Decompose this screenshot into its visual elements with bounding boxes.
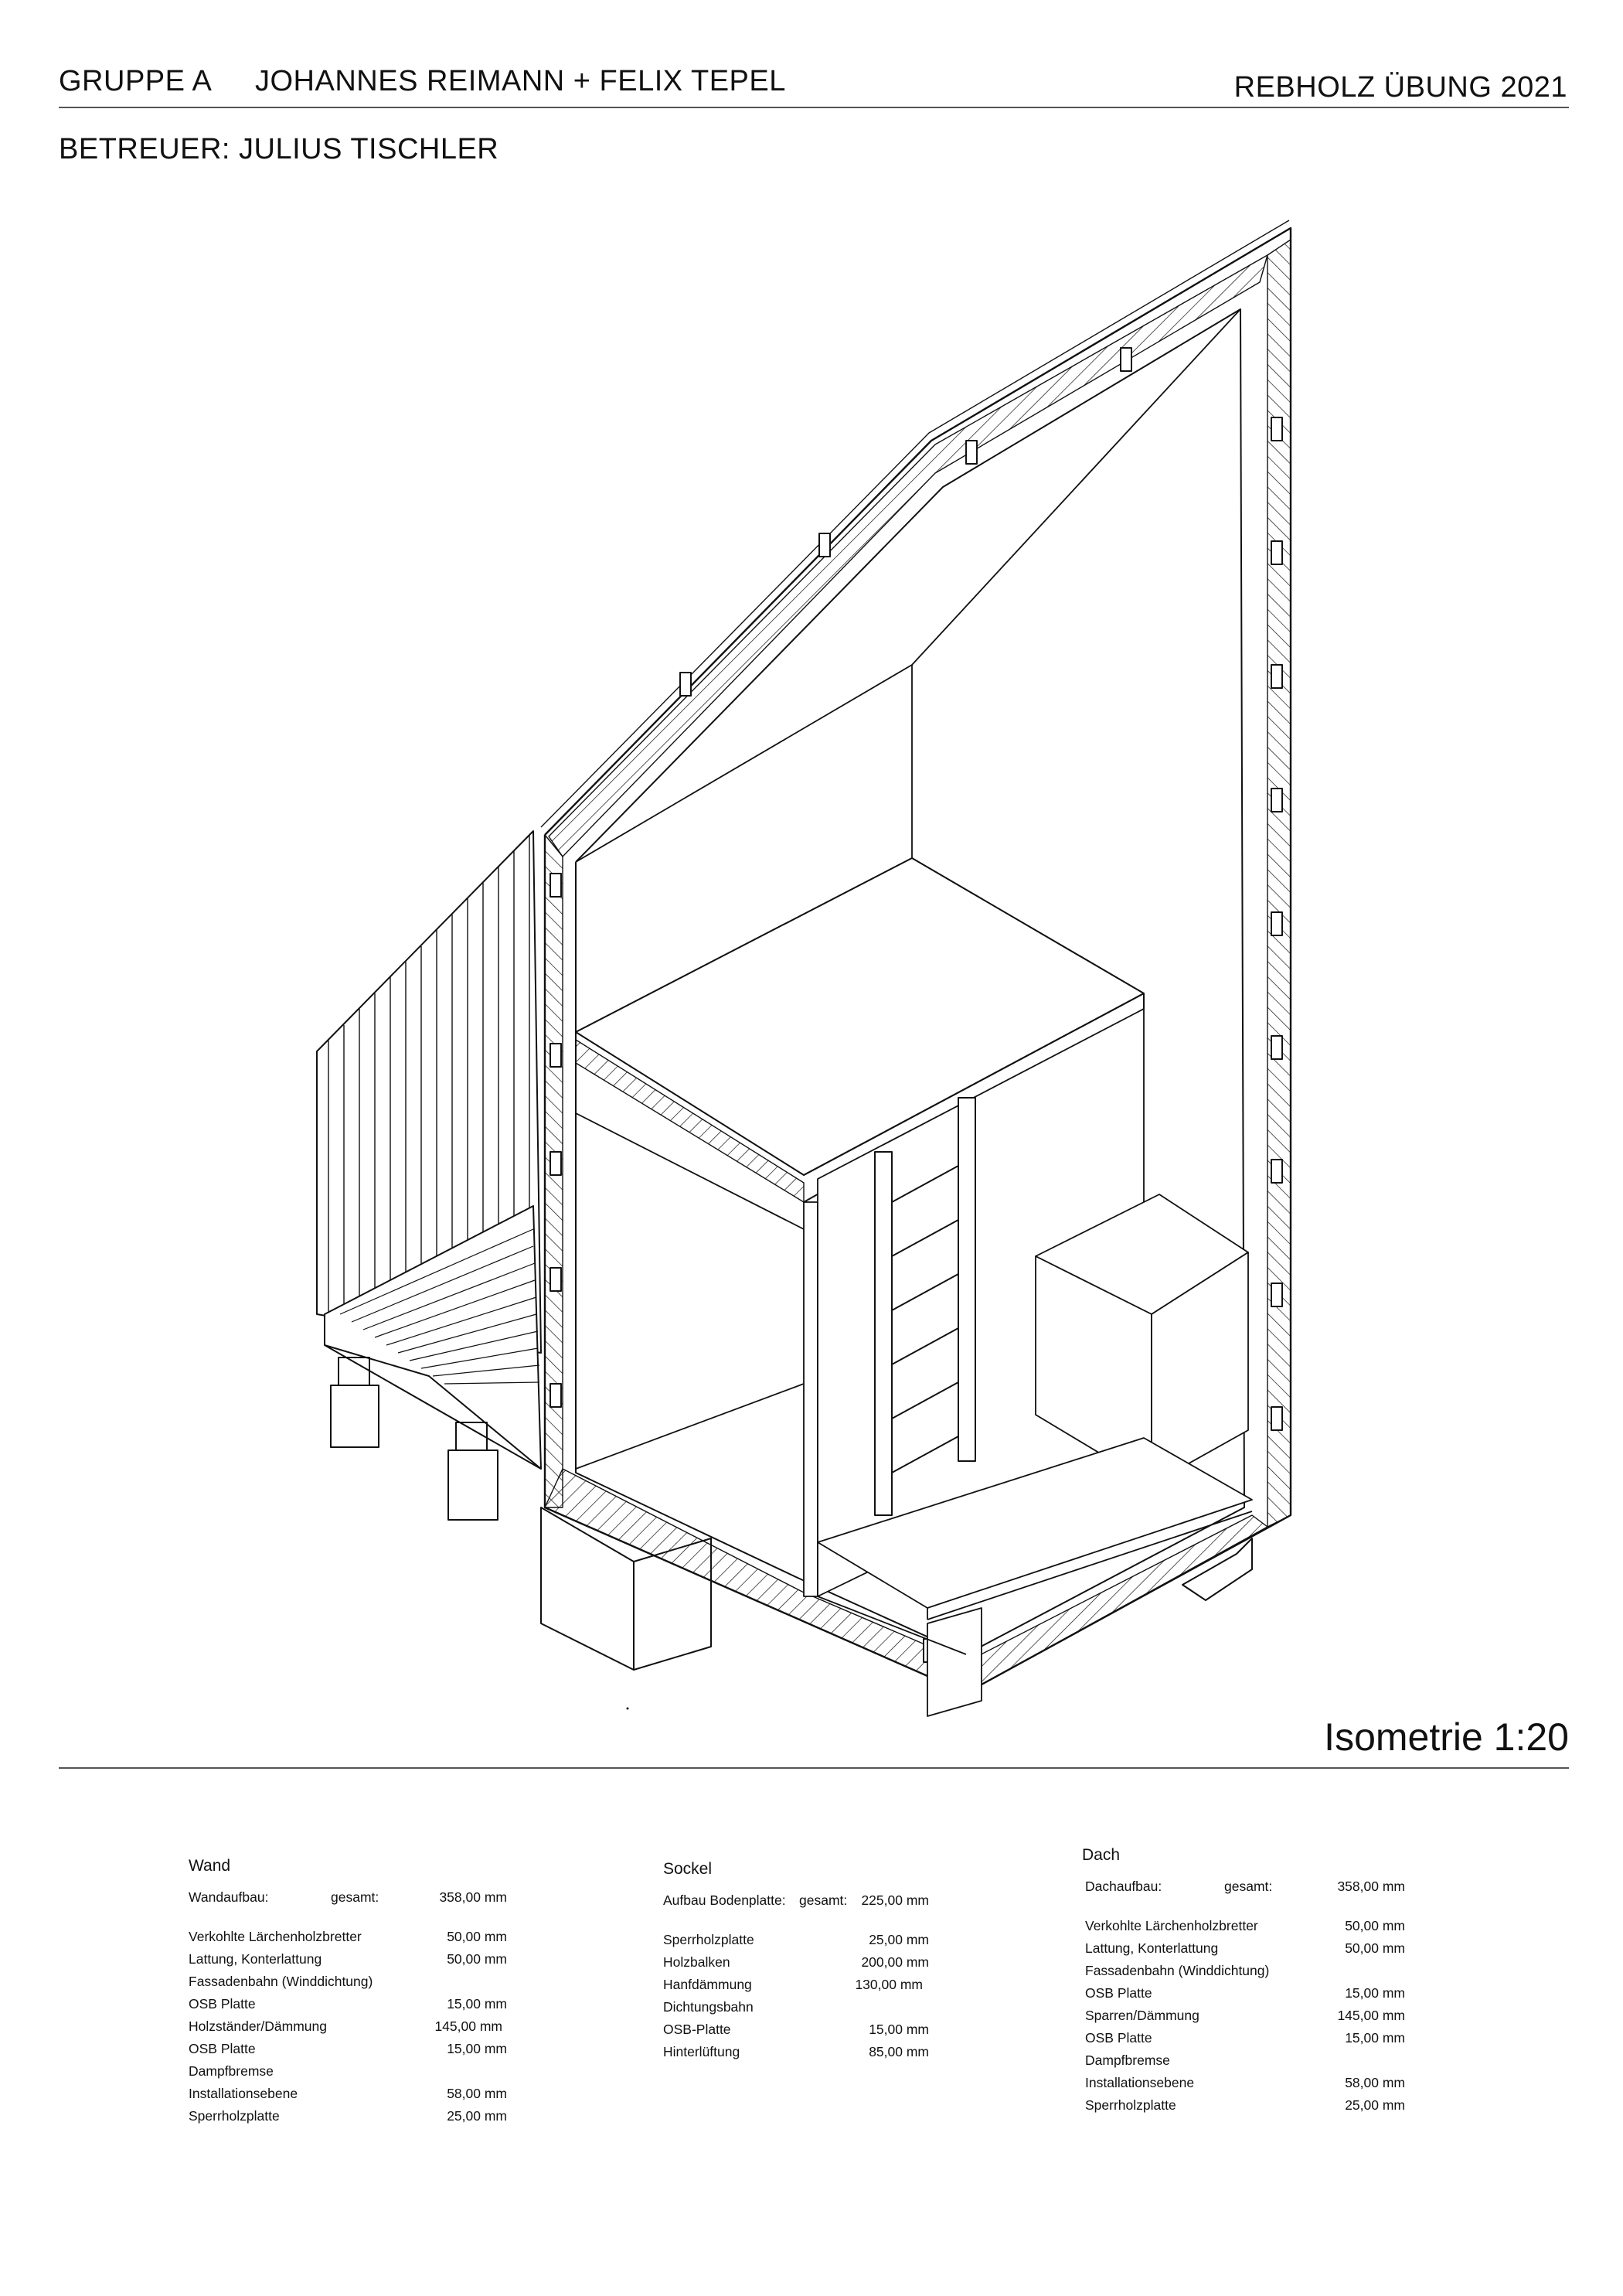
schedule-row: OSB Platte 15,00 mm: [1085, 2030, 1405, 2046]
supervisor-label: BETREUER: JULIUS TISCHLER: [59, 133, 499, 165]
schedule-title: Dach: [1082, 1846, 1121, 1864]
schedule-wand: [189, 1857, 507, 2131]
schedule-row: Sperrholzplatte 25,00 mm: [663, 1932, 929, 1947]
schedule-row: Hinterlüftung 85,00 mm: [663, 2044, 929, 2059]
schedule-row: Verkohlte Lärchenholzbretter 50,00 mm: [1085, 1918, 1405, 1933]
schedule-row: Sperrholzplatte 25,00 mm: [1085, 2097, 1405, 2113]
schedule-row: Dampfbremse: [189, 2063, 274, 2079]
schedule-total-row: Aufbau Bodenplatte: gesamt: 225,00 mm: [663, 1892, 929, 1908]
schedule-row: Hanfdämmung 130,00 mm: [663, 1977, 923, 1992]
schedule-sockel: [663, 1860, 929, 2066]
group-label: GRUPPE A: [59, 65, 213, 97]
footer-divider: [59, 1767, 1569, 1769]
schedule-title: Sockel: [663, 1860, 713, 1878]
schedule-row: Dichtungsbahn: [663, 1999, 754, 2015]
schedule-title: Wand: [189, 1857, 231, 1875]
roof-buildup-sloped: [549, 255, 1267, 857]
schedule-dach: [1082, 1846, 1405, 2120]
schedule-row: Verkohlte Lärchenholzbretter 50,00 mm: [189, 1929, 507, 1944]
schedule-row: Holzständer/Dämmung 145,00 mm: [189, 2018, 502, 2034]
schedule-total-row: Dachaufbau: gesamt: 358,00 mm: [1085, 1879, 1405, 1894]
schedule-row: OSB Platte 15,00 mm: [189, 1996, 507, 2012]
schedule-row: Lattung, Konterlattung 50,00 mm: [1085, 1940, 1405, 1956]
schedule-row: Sparren/Dämmung 145,00 mm: [1085, 2008, 1405, 2023]
schedule-row: Holzbalken 200,00 mm: [663, 1954, 929, 1970]
schedule-row: Dampfbremse: [1085, 2052, 1170, 2068]
schedule-row: Installationsebene 58,00 mm: [1085, 2075, 1405, 2090]
schedule-row: OSB-Platte 15,00 mm: [663, 2022, 929, 2037]
schedule-row: OSB Platte 15,00 mm: [1085, 1985, 1405, 2001]
schedule-row: Fassadenbahn (Winddichtung): [189, 1974, 373, 1989]
schedule-row: Fassadenbahn (Winddichtung): [1085, 1963, 1270, 1978]
schedule-row: Installationsebene 58,00 mm: [189, 2086, 507, 2101]
schedule-total-row: Wandaufbau: gesamt: 358,00 mm: [189, 1889, 507, 1905]
schedule-row: Lattung, Konterlattung 50,00 mm: [189, 1951, 507, 1967]
schedule-row: Sperrholzplatte 25,00 mm: [189, 2108, 507, 2124]
authors-label: JOHANNES REIMANN + FELIX TEPEL: [255, 65, 786, 97]
drawing-scale-label: Isometrie 1:20: [1324, 1715, 1569, 1759]
course-label: REBHOLZ ÜBUNG 2021: [1233, 71, 1567, 104]
schedule-row: OSB Platte 15,00 mm: [189, 2041, 507, 2056]
